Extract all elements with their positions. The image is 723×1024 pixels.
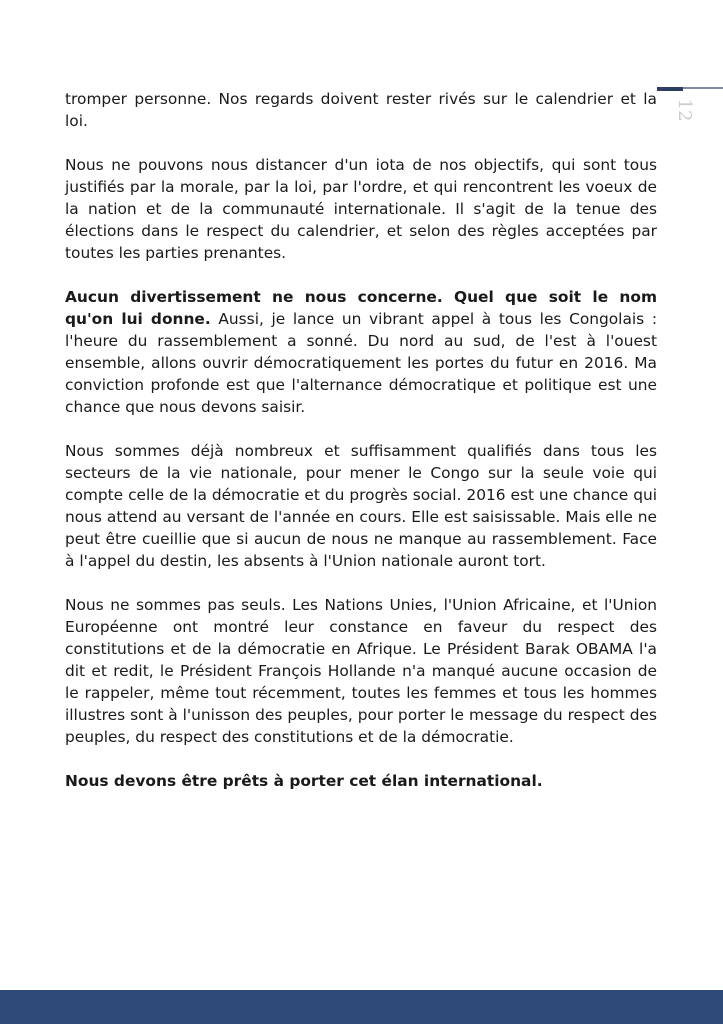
paragraph-1: tromper personne. Nos regards doivent rester rivés sur le calendrier et la loi. — [65, 90, 657, 130]
page-number-rule-light — [683, 87, 723, 89]
paragraph-6-closing: Nous devons être prêts à porter cet élan international. — [65, 772, 543, 790]
paragraph-5: Nous ne sommes pas seuls. Les Nations Unies, l'Union Africaine, et l'Union Européenne ont montré leur constance en faveur du respect des constitutions et de la démocratie en Afrique. Le Président Barak OBAMA l'a dit et redit, le Président François Hollande n'a manqué aucune occasion de le rappeler, même tout récemment, toutes les femmes et tous les hommes illustres sont à l'unisson des peuples, pour porter le message du respect des peuples, du respect des constitutions et de la démocratie. — [65, 596, 657, 746]
page-number: 12 — [674, 98, 695, 122]
paragraph-3-bold-lead: Aucun divertissement ne nous concerne. Quel que soit le nom qu'on lui donne. — [65, 288, 657, 328]
paragraph-4: Nous sommes déjà nombreux et suffisamment qualifiés dans tous les secteurs de la vie nationale, pour mener le Congo sur la seule voie qui compte celle de la démocratie et du progrès social. 2016 est une chance qui nous attend au versant de l'année en cours. Elle est saisissable. Mais elle ne peut être cueillie que si aucun de nous ne manque au rassemblement. Face à l'appel du destin, les absents à l'Union nationale auront tort. — [65, 442, 657, 570]
document-body — [65, 88, 657, 792]
footer-band — [0, 990, 723, 1024]
paragraph-2: Nous ne pouvons nous distancer d'un iota de nos objectifs, qui sont tous justifiés par la morale, par la loi, par l'ordre, et qui rencontrent les voeux de la nation et de la communauté internationale. Il s'agit de la tenue des élections dans le respect du calendrier, et selon des règles acceptées par toutes les parties prenantes. — [65, 156, 657, 262]
paragraph-3 — [65, 286, 657, 418]
paragraph-3-text: Aussi, je lance un vibrant appel à tous les Congolais : l'heure du rassemblement a sonné. Du nord au sud, de l'est à l'ouest ensemble, allons ouvrir démocratiquement les portes du futur en 2016. Ma conviction profonde est que l'alternance démocratique et politique est une chance que nous devons saisir. — [65, 310, 658, 416]
